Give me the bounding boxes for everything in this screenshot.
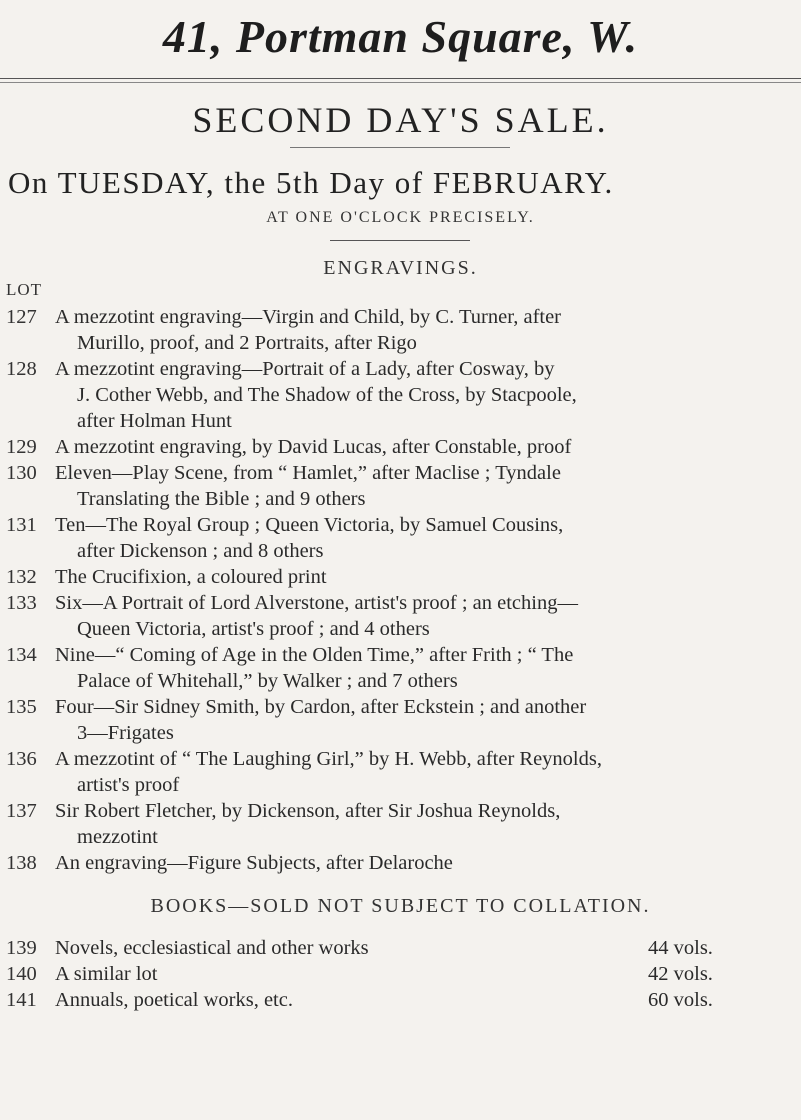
lot-description: The Crucifixion, a coloured print: [55, 566, 327, 588]
lot-number: 138: [6, 852, 37, 874]
lot-description: A mezzotint engraving, by David Lucas, after Constable, proof: [55, 436, 572, 458]
lot-number: 128: [6, 358, 37, 380]
lot-number: 133: [6, 592, 37, 614]
lot-number: 140: [6, 963, 37, 985]
lot-number: 127: [6, 306, 37, 328]
sale-subtitle: SECOND DAY'S SALE.: [192, 100, 609, 140]
lot-description: Four—Sir Sidney Smith, by Cardon, after Eckstein ; and another: [55, 696, 587, 718]
lot-description: A similar lot: [55, 963, 158, 985]
lot-description: Novels, ecclesiastical and other works: [55, 937, 369, 959]
masthead-title: 41, Portman Square, W.: [162, 11, 639, 62]
lot-number: 132: [6, 566, 37, 588]
lot-description: Eleven—Play Scene, from “ Hamlet,” after Maclise ; Tyndale: [55, 462, 561, 484]
lot-description: An engraving—Figure Subjects, after Delaroche: [55, 852, 453, 874]
lot-number: 131: [6, 514, 37, 536]
lot-volume-count: 44 vols.: [648, 937, 713, 959]
lot-description-continued: Translating the Bible ; and 9 others: [77, 488, 366, 510]
lot-description-continued: mezzotint: [77, 826, 158, 848]
lot-description-continued: Murillo, proof, and 2 Portraits, after Rigo: [77, 332, 417, 354]
lot-description-continued: artist's proof: [77, 774, 180, 796]
section-heading-books: BOOKS—SOLD NOT SUBJECT TO COLLATION.: [150, 895, 651, 917]
lot-description: Nine—“ Coming of Age in the Olden Time,” after Frith ; “ The: [55, 644, 574, 666]
masthead-rule-bottom: [0, 82, 801, 83]
lot-description: A mezzotint engraving—Virgin and Child, by C. Turner, after: [55, 306, 562, 328]
lot-number: 135: [6, 696, 37, 718]
lot-description: Annuals, poetical works, etc.: [55, 989, 293, 1011]
subtitle-rule: [290, 147, 510, 148]
lot-description: Sir Robert Fletcher, by Dickenson, after Sir Joshua Reynolds,: [55, 800, 561, 822]
sale-date: On TUESDAY, the 5th Day of FEBRUARY.: [8, 165, 614, 200]
lot-description-continued: after Dickenson ; and 8 others: [77, 540, 324, 562]
lot-description: A mezzotint engraving—Portrait of a Lady, after Cosway, by: [55, 358, 555, 380]
lot-number: 136: [6, 748, 37, 770]
lot-column-header: LOT: [6, 280, 43, 299]
lot-description: Ten—The Royal Group ; Queen Victoria, by Samuel Cousins,: [55, 514, 564, 536]
masthead-rule-top: [0, 78, 801, 79]
lot-number: 134: [6, 644, 37, 666]
lot-description-continued: Queen Victoria, artist's proof ; and 4 others: [77, 618, 430, 640]
section-divider: [330, 240, 470, 241]
lot-number: 137: [6, 800, 37, 822]
lot-description-continued: after Holman Hunt: [77, 410, 232, 432]
lot-number: 130: [6, 462, 37, 484]
lot-description-continued: 3—Frigates: [77, 722, 174, 744]
section-heading-engravings: ENGRAVINGS.: [323, 257, 478, 279]
lot-description: A mezzotint of “ The Laughing Girl,” by H. Webb, after Reynolds,: [55, 748, 602, 770]
lot-volume-count: 60 vols.: [648, 989, 713, 1011]
lot-description-continued: J. Cother Webb, and The Shadow of the Cross, by Stacpoole,: [77, 384, 577, 406]
lot-number: 129: [6, 436, 37, 458]
lot-description: Six—A Portrait of Lord Alverstone, artist's proof ; an etching—: [55, 592, 578, 614]
lot-description-continued: Palace of Whitehall,” by Walker ; and 7 others: [77, 670, 458, 692]
lot-number: 141: [6, 989, 37, 1011]
lot-number: 139: [6, 937, 37, 959]
lot-volume-count: 42 vols.: [648, 963, 713, 985]
sale-time: AT ONE O'CLOCK PRECISELY.: [266, 209, 535, 226]
